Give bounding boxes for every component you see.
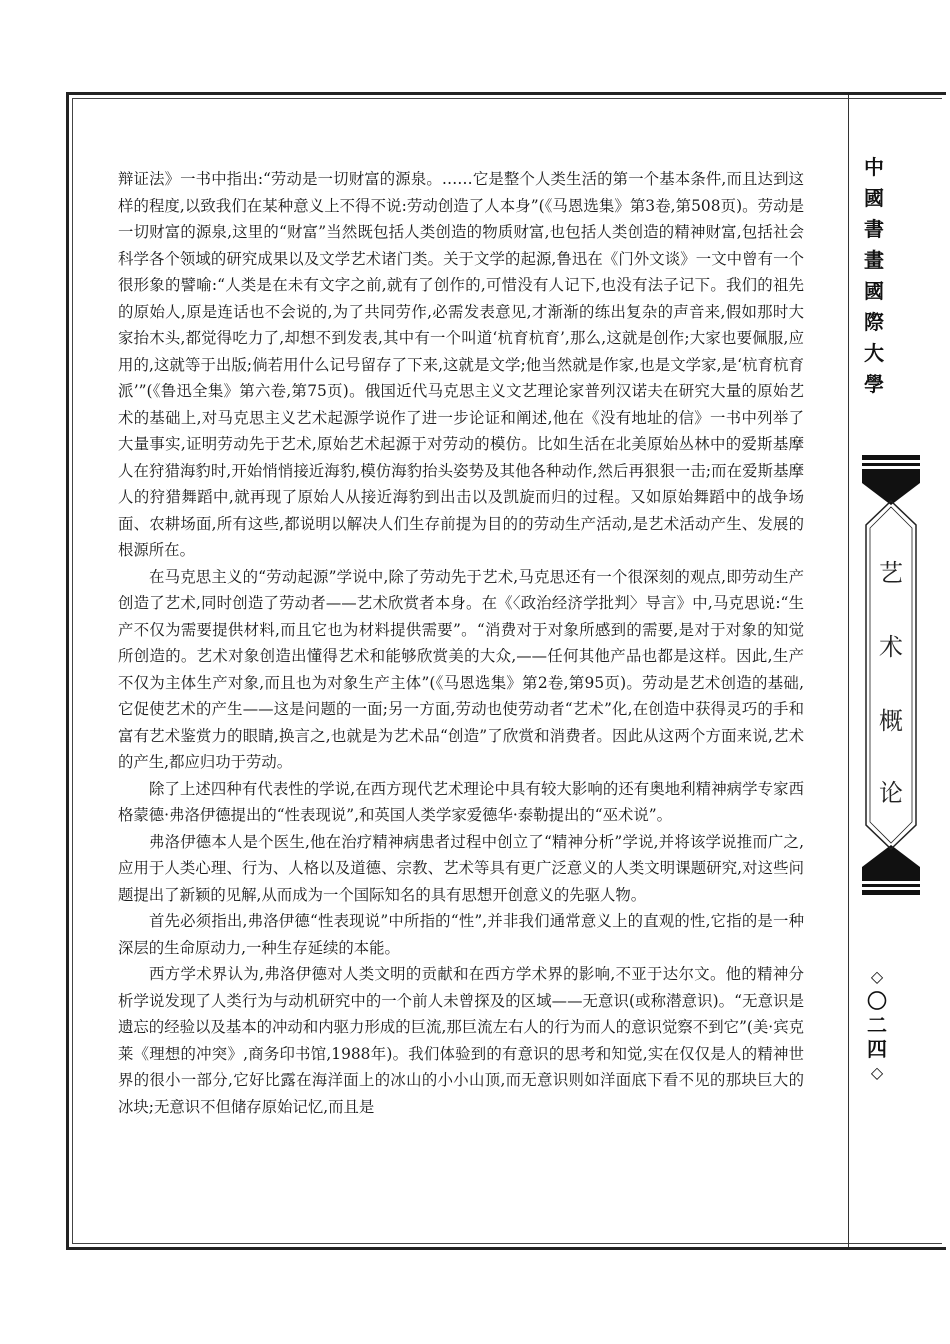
paragraph: 在马克思主义的“劳动起源”学说中,除了劳动先于艺术,马克思还有一个很深刻的观点,即劳动生产创造了艺术,同时创造了劳动者——艺术欣赏者本身。在《〈政治经济学批判〉导言》中,马克思说:“生产不仅为需要提供材料,而且它也为材料提供需要”。“消费对于对象所感到的需要,是对于对象的知觉所创造的。艺术对象创造出懂得艺术和能够欣赏美的大众,——任何其他产品也都是这样。因此,生产不仅为主体生产对象,而且也为对象生产主体”(《马恩选集》第2卷,第95页)。劳动是艺术创造的基础,它促使艺术的产生——这是问题的一面;另一方面,劳动也使劳动者“艺术”化,在创造中获得灵巧的手和富有艺术鉴赏力的眼睛,换言之,也就是为艺术品“创造”了欣赏和消费者。因此从这两个方面来说,艺术的产生,都应归功于劳动。 [118,567,804,771]
university-char: 大 [864,341,884,365]
page-number-digit: 四 [867,1037,887,1061]
book-title-banner [860,455,922,895]
paragraph: 首先必须指出,弗洛伊德“性表现说”中所指的“性”,并非我们通常意义上的直观的性,它指的是一种深层的生命原动力,一种生存延续的本能。 [118,912,804,957]
diamond-icon: ◇ [870,1063,884,1082]
book-title-char: 论 [879,779,903,807]
university-char: 畫 [864,248,884,272]
book-title-char: 艺 [879,559,903,587]
paragraph: 西方学术界认为,弗洛伊德对人类文明的贡献和在西方学术界的影响,不亚于达尔文。他的精神分析学说发现了人类行为与动机研究中的一个前人未曾探及的区域——无意识(或称潜意识)。“无意识是遗忘的经验以及基本的冲动和内驱力形成的巨流,那巨流左右人的行为而人的意识觉察不到它”(美·宾克莱《理想的冲突》,商务印书馆,1988年)。我们体验到的有意识的思考和知觉,实在仅仅是人的精神世界的很小一部分,它好比露在海洋面上的冰山的小小山顶,而无意识则如洋面底下看不见的那块巨大的冰块;无意识不但储存原始记忆,而且是 [118,965,804,1116]
university-char: 際 [864,310,884,334]
page-number-digit: 〇 [867,989,887,1013]
university-char: 學 [864,372,884,396]
university-char: 國 [864,279,884,303]
banner-ornament [860,455,922,895]
paragraph: 除了上述四种有代表性的学说,在西方现代艺术理论中具有较大影响的还有奥地利精神病学专家西格蒙德·弗洛伊德提出的“性表现说”,和英国人类学家爱德华·泰勒提出的“巫术说”。 [118,779,804,824]
university-name-vertical [858,152,890,400]
university-char: 書 [864,217,884,241]
sidebar-divider [848,95,849,1247]
paragraph: 辩证法》一书中指出:“劳动是一切财富的源泉。……它是整个人类生活的第一个基本条件,而且达到这样的程度,以致我们在某种意义上不得不说:劳动创造了人本身”(《马恩选集》第3卷,第508页)。劳动是一切财富的源泉,这里的“财富”当然既包括人类创造的物质财富,也包括人类创造的精神财富,包括社会科学各个领域的研究成果以及文学艺术诸门类。关于文学的起源,鲁迅在《门外文谈》一文中曾有一个很形象的譬喻:“人类是在未有文字之前,就有了创作的,可惜没有人记下,也没有法子记下。我们的祖先的原始人,原是连话也不会说的,为了共同劳作,必需发表意见,才渐渐的练出复杂的声音来,假如那时大家抬木头,都觉得吃力了,却想不到发表,其中有一个叫道‘杭育杭育’,那么,这就是创作;大家也要佩服,应用的,这就等于出版;倘若用什么记号留存了下来,这就是文学;他当然就是作家,也是文学家,是‘杭育杭育派’”(《鲁迅全集》第六卷,第75页)。俄国近代马克思主义文艺理论家普列汉诺夫在研究大量的原始艺术的基础上,对马克思主义艺术起源学说作了进一步论证和阐述,他在《没有地址的信》一书中列举了大量事实,证明劳动先于艺术,原始艺术起源于对劳动的模仿。比如生活在北美原始丛林中的爱斯基摩人在狩猎海豹时,开始悄悄接近海豹,模仿海豹抬头姿势及其他各种动作,然后再狠狠一击;而在爱斯基摩人的狩猎舞蹈中,就再现了原始人从接近海豹到出击以及凯旋而归的过程。又如原始舞蹈中的战争场面、农耕场面,所有这些,都说明以解决人们生存前提为目的的劳动生产活动,是艺术活动产生、发展的根源所在。 [118,170,804,559]
body-text [118,166,804,1120]
university-char: 中 [864,155,884,179]
university-char: 國 [864,186,884,210]
book-title-char: 概 [879,707,903,735]
page-number-digit: 二 [867,1013,887,1037]
book-title-char: 术 [879,633,903,661]
diamond-icon: ◇ [870,967,884,986]
page-number-vertical [862,965,892,1085]
paragraph: 弗洛伊德本人是个医生,他在治疗精神病患者过程中创立了“精神分析”学说,并将该学说推而广之,应用于人类心理、行为、人格以及道德、宗教、艺术等具有更广泛意义的人类文明课题研究,对这些问题提出了新颖的见解,从而成为一个国际知名的具有思想开创意义的先驱人物。 [118,832,804,904]
